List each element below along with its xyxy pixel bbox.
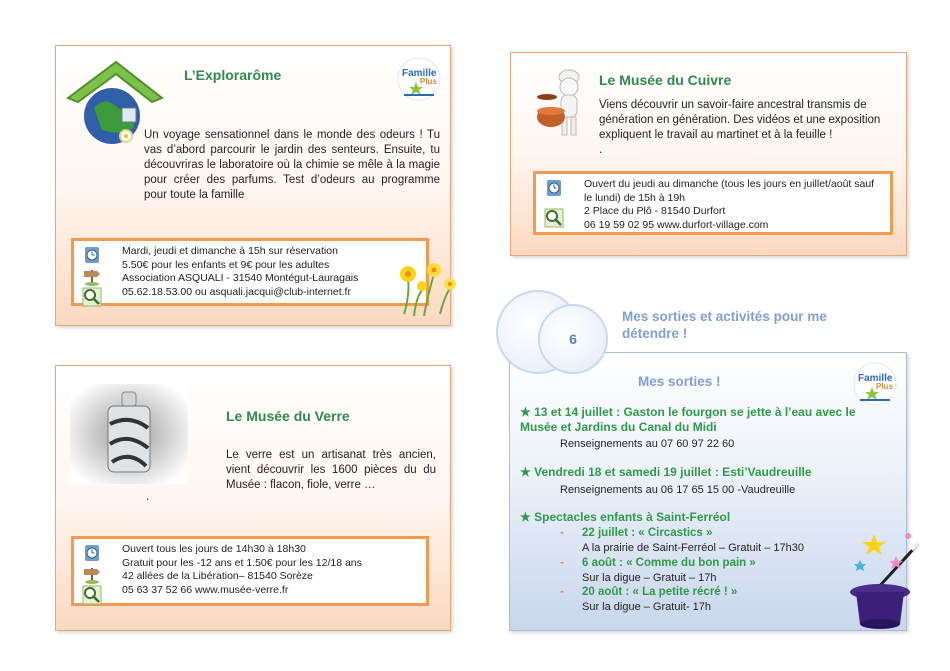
flowers-icon [384, 254, 458, 320]
section-title-line2: détendre ! [622, 326, 688, 341]
verre-info-line: Ouvert tous les jours de 14h30 à 18h30 [122, 543, 306, 555]
logo-text-plus: Plus [876, 382, 893, 391]
verre-title: Le Musée du Verre [226, 408, 350, 424]
clock-icon [544, 178, 564, 198]
verre-info-line: Gratuit pour les -12 ans et 1.50€ pour les 12/18 ans [122, 556, 362, 569]
section-title [622, 308, 827, 342]
cuivre-description: Viens découvrir un savoir-faire ancestral transmis de génération en génération. Des vidéos et une exposition expliquent le travail au martinet et à la feuille ! [599, 99, 881, 141]
explorarome-info-line: 05.62.18.53.00 ou asquali.jacqui@club-internet.fr [122, 285, 351, 298]
copper-man-icon [533, 67, 595, 139]
event-1-info: Renseignements au 07 60 97 22 60 [560, 438, 735, 450]
section-title-line1: Mes sorties et activités pour me [622, 309, 827, 324]
cuivre-dot: . [599, 144, 603, 156]
logo-text-plus: Plus [420, 77, 437, 86]
sub-event-2-info: Sur la digue – Gratuit – 17h [582, 572, 717, 584]
clock-icon [82, 543, 102, 563]
signpost-icon [82, 564, 102, 584]
event-2-title-text: Vendredi 18 et samedi 19 juillet : Esti’Vaudreuille [534, 465, 812, 479]
magnifier-icon [82, 585, 102, 605]
star-icon: ★ [520, 510, 531, 524]
famille-plus-logo [852, 361, 898, 407]
explorarome-info-line: 5.50€ pour les enfants et 9€ pour les adultes [122, 258, 330, 271]
magnifier-icon [82, 287, 102, 307]
cuivre-info-line: Ouvert du jeudi au dimanche (tous les jours en juillet/août sauf [584, 178, 875, 190]
sub-event-3-title [560, 585, 737, 599]
star-icon: ★ [520, 405, 531, 419]
famille-plus-logo [396, 56, 442, 102]
verre-info-box [71, 536, 429, 606]
verre-dot: . [146, 491, 150, 503]
perfume-bottle-icon [70, 384, 188, 484]
sub-event-1-info: A la prairie de Saint-Ferréol – Gratuit – 17h30 [582, 542, 804, 554]
explorarome-info-box [71, 238, 429, 306]
sub-event-1-title [560, 526, 712, 540]
explorarome-title: L’Explorarôme [184, 67, 282, 83]
magnifier-icon [544, 208, 564, 228]
dash-bullet: - [560, 527, 564, 539]
logo-text-famille: Famille [402, 68, 437, 79]
sub-event-3-title-text: 20 août : « La petite récré ! » [582, 586, 738, 598]
sub-event-3-info: Sur la digue – Gratuit- 17h [582, 601, 712, 613]
signpost-icon [82, 266, 102, 286]
event-1-title-line2: Musée et Jardins du Canal du Midi [520, 420, 717, 434]
sub-event-1-title-text: 22 juillet : « Circastics » [582, 527, 713, 539]
sub-event-2-title-text: 6 août : « Comme du bon pain » [582, 557, 756, 569]
cuivre-info-line: 06 19 59 02 95 www.durfort-village.com [584, 218, 769, 231]
event-1-title-line1: 13 et 14 juillet : Gaston le fourgon se jette à l’eau avec le [534, 405, 856, 419]
event-3-title [520, 510, 730, 525]
event-1-title [520, 405, 902, 435]
explorarome-info-line: Association ASQUALI - 31540 Montégut-Lauragais [122, 272, 359, 284]
cuivre-title: Le Musée du Cuivre [599, 72, 732, 88]
magic-hat-icon [846, 530, 932, 636]
event-3-title-text: Spectacles enfants à Saint-Ferréol [534, 510, 731, 524]
dash-bullet: - [560, 557, 564, 569]
explorarome-description: Un voyage sensationnel dans le monde des odeurs ! Tu vas d’abord parcourir le jardin des senteurs. Ensuite, tu découvriras le laboratoire où la chimie se mêle à la magie pour créer des parfums. Test d’odeurs au programme pour toute la famille [144, 129, 440, 201]
dash-bullet: - [560, 586, 564, 598]
verre-info-line: 05 63 37 52 66 www.musée-verre.fr [122, 583, 289, 596]
star-icon: ★ [520, 465, 531, 479]
cuivre-info-line: le lundi) de 15h à 19h [584, 191, 685, 204]
sorties-heading: Mes sorties ! [638, 374, 721, 389]
verre-card [55, 365, 451, 631]
sub-event-2-title [560, 556, 756, 570]
event-2-info: Renseignements au 06 17 65 15 00 -Vaudreuille [560, 484, 796, 496]
explorarome-info-line: Mardi, jeudi et dimanche à 15h sur réservation [122, 245, 338, 257]
verre-description: Le verre est un artisanat très ancien, vient découvrir les 1600 pièces du du Musée : flacon, fiole, verre … [226, 449, 436, 491]
clock-icon [82, 245, 102, 265]
section-number: 6 [569, 331, 577, 347]
cuivre-info-box [533, 171, 893, 235]
section-circle-number [538, 304, 608, 374]
cuivre-info-line: 2 Place du Plô - 81540 Durfort [584, 205, 726, 217]
cuivre-card [510, 52, 907, 256]
logo-text-famille: Famille [858, 373, 893, 384]
event-2-title [520, 465, 812, 480]
verre-info-line: 42 allées de la Libération– 81540 Sorèze [122, 570, 313, 582]
